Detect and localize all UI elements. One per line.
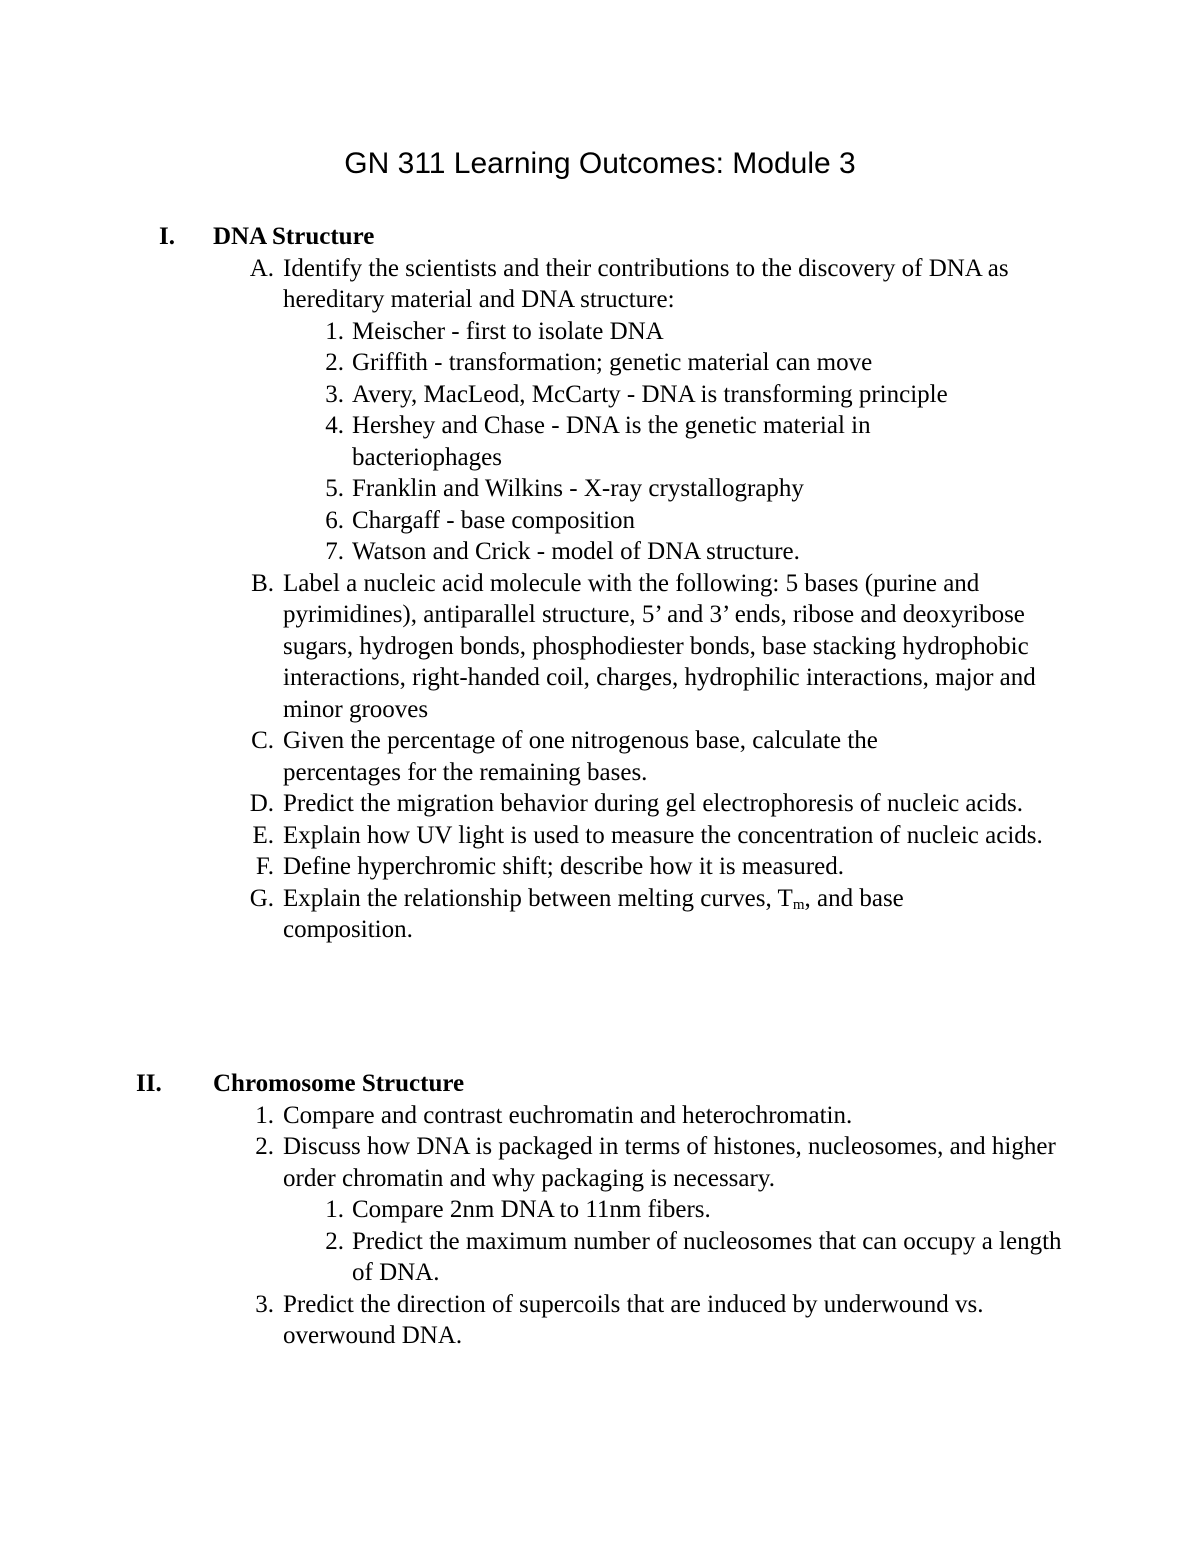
list-marker: 1. [325,1196,344,1223]
list-marker: G. [249,884,274,912]
list-marker: D. [249,790,274,817]
list-item-text: Predict the migration behavior during gel electrophoresis of nucleic acids. [283,790,1024,817]
list-item-text: Explain how UV light is used to measure the concentration of nucleic acids. [283,821,1043,849]
list-item-text: Franklin and Wilkins - X-ray crystallography [352,475,804,502]
sub-list-item [0,347,1200,379]
list-marker: 4. [325,412,344,439]
list-marker: E. [252,821,274,849]
section-title: Chromosome Structure [213,1070,465,1097]
list-item-text [283,883,983,946]
list-marker: 7. [325,538,344,565]
list-item [0,883,1200,946]
list-item [0,851,1200,883]
list-marker: 2. [325,1227,344,1255]
list-item-text: Compare 2nm DNA to 11nm fibers. [352,1196,711,1223]
text-segment: , and base composition. [283,884,904,943]
list-marker: 1. [325,317,344,345]
sub-list-item [0,316,1200,348]
list-marker: 2. [325,349,344,376]
subscript: m [792,896,805,913]
list-item [0,568,1200,726]
list-marker: 6. [325,506,344,534]
list-item-text: Predict the maximum number of nucleosomes that can occupy a length of DNA. [352,1227,1062,1286]
text-segment: Explain the relationship between melting curves, T [283,884,793,912]
list-marker: 3. [325,380,344,408]
list-item-text: Predict the direction of supercoils that are induced by underwound vs. overwound DNA. [283,1290,984,1349]
list-item-text: Griffith - transformation; genetic material can move [352,349,873,376]
list-item-text: Watson and Crick - model of DNA structure. [352,538,800,565]
sub-list-item [0,379,1200,411]
list-marker: 1. [255,1101,274,1129]
section-title: DNA Structure [213,223,375,250]
list-marker: C. [251,727,274,754]
list-item-text: Compare and contrast euchromatin and heterochromatin. [283,1101,853,1129]
list-item-text: Given the percentage of one nitrogenous base, calculate the percentages for the remaining bases. [283,727,878,786]
list-marker: 3. [255,1290,274,1318]
list-item-text: Define hyperchromic shift; describe how it is measured. [283,853,844,880]
list-item-text: Meischer - first to isolate DNA [352,317,664,345]
section-chromosome-structure [0,1068,1200,1352]
list-marker: F. [255,853,274,880]
list-marker: 5. [325,475,344,502]
page-title: GN 311 Learning Outcomes: Module 3 [344,147,856,180]
list-item-text: Chargaff - base composition [352,506,636,534]
list-item [0,1131,1200,1194]
sub-list-item [0,410,1200,473]
sub-list-item [0,473,1200,505]
list-item [0,1100,1200,1132]
list-item [0,1289,1200,1352]
list-item [0,788,1200,820]
list-item [0,253,1200,316]
list-item-text: Hershey and Chase - DNA is the genetic material in bacteriophages [352,412,871,471]
sub-list-item [0,536,1200,568]
section-numeral: I. [159,223,175,250]
section-heading [0,221,1200,253]
sub-list-item [0,1226,1200,1289]
list-marker: 2. [255,1133,274,1160]
section-heading [0,1068,1200,1100]
list-item-text: Avery, MacLeod, McCarty - DNA is transforming principle [352,380,948,408]
list-marker: B. [251,569,274,597]
list-marker: A. [249,254,274,282]
list-item [0,725,1200,788]
sub-list-item [0,1194,1200,1226]
sub-list-item [0,505,1200,537]
section-dna-structure [0,221,1200,946]
list-item-text: Discuss how DNA is packaged in terms of histones, nucleosomes, and higher order chromatin and why packaging is necessary. [283,1133,1056,1192]
list-item-text: Label a nucleic acid molecule with the following: 5 bases (purine and pyrimidines), antiparallel structure, 5’ and 3’ ends, ribose and deoxyribose sugars, hydrogen bonds, phosphodiester bonds, base stacking hydrophobic interactions, right-handed coil, charges, hydrophilic interactions, major and minor grooves [283,569,1036,723]
section-numeral: II. [136,1070,162,1097]
list-item-text: Identify the scientists and their contributions to the discovery of DNA as hereditary material and DNA structure: [283,254,1009,313]
list-item [0,820,1200,852]
